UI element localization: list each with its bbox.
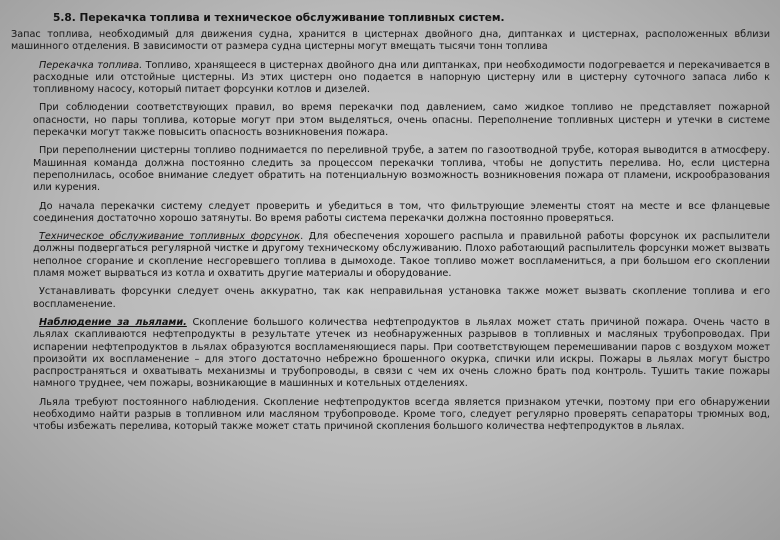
paragraph-burner-maintenance [33, 231, 770, 280]
paragraph-lead: Наблюдение за льялами. [39, 316, 187, 328]
paragraph-text: . Для обеспечения хорошего распыла и правильной работы форсунок их распылители должны подвергаться регулярной чистке и другому техническому обслуживанию. Плохо работающий распылитель форсунки может вызвать неполное сгорание и скопление несгоревшего топлива в дымоходе. Такое топливо может воспламениться, а при большом его скоплении пламя может вырваться из котла и охватить другие материалы и оборудование. [33, 231, 770, 280]
section-title: 5.8. Перекачка топлива и техническое обслуживание топливных систем. [53, 12, 505, 24]
paragraph-text: При переполнении цистерны топливо поднимается по переливной трубе, а затем по газоотводной трубе, которая выводится в атмосферу. Машинная команда должна постоянно следить за процессом перекачки топлива, чтобы не допустить перелива. Но, если цистерна переполнилась, особое внимание следует обратить на потенциальную возможность возникновения пожара от пламени, искрообразования или курения. [33, 145, 770, 194]
paragraph-system-check [33, 201, 770, 226]
paragraph-text: Запас топлива, необходимый для движения судна, хранится в цистернах двойного дна, диптанках и цистернах, расположенных вблизи машинного отделения. В зависимости от размера судна цистерны могут вмещать тысячи тонн топлива [11, 29, 770, 53]
paragraph-fuel-storage [11, 29, 770, 54]
paragraph-lead: Перекачка топлива. [39, 59, 143, 71]
paragraph-tank-overflow [33, 145, 770, 194]
paragraph-text: До начала перекачки систему следует проверить и убедиться в том, что фильтрующие элементы стоят на месте и все фланцевые соединения достаточно хорошо затянуты. Во время работы система перекачки должна постоянно проверяться. [33, 200, 770, 224]
paragraph-fuel-transfer [33, 60, 770, 97]
paragraph-text: Льяла требуют постоянного наблюдения. Скопление нефтепродуктов всегда является признаком утечки, поэтому при его обнаружении необходимо найти разрыв в топливном или масляном трубопроводе. Кроме того, следует регулярно проверять сепараторы трюмных вод, чтобы избежать перелива, который также может стать причиной скопления большого количества нефтепродуктов в льялах. [33, 396, 770, 433]
paragraph-text: Скопление большого количества нефтепродуктов в льялах может стать причиной пожара. Очень часто в льялах скапливаются нефтепродукты в результате утечек из необнаруженных разрывов в топливных и масляных трубопроводах. При испарении нефтепродуктов в льялах образуются воспламеняющиеся пары. При соответствующем перемешивании паров с воздухом может произойти их воспламенение – для этого достаточно небрежно брошенного окурка, спички или искры. Пожары в льялах могут быстро распространяться и охватывать механизмы и трубопроводы, в связи с чем их очень сложно брать под контроль. Тушить такие пожары намного труднее, чем пожары, возникающие в машинных и котельных отделениях. [33, 316, 770, 390]
paragraph-bilge-monitoring [33, 397, 770, 434]
paragraph-lead: Техническое обслуживание топливных форсунок [39, 231, 301, 243]
paragraph-bilge-watch [33, 317, 770, 391]
paragraph-text: При соблюдении соответствующих правил, во время перекачки под давлением, само жидкое топливо не представляет пожарной опасности, но пары топлива, которые могут при этом выделяться, очень опасны. Переполнение топливных цистерн и утечки в системе перекачки могут также повысить опасность возникновения пожара. [33, 102, 770, 139]
paragraph-text: Топливо, хранящееся в цистернах двойного дна или диптанках, при необходимости подогревается и перекачивается в расходные или отстойные цистерны. Из этих цистерн оно подается в напорную цистерну или в цистерну суточного запаса либо к топливному насосу, который питает форсунки котлов и дизелей. [33, 59, 770, 96]
paragraph-pressure-rules [33, 102, 770, 139]
paragraph-burner-install [33, 286, 770, 311]
paragraph-text: Устанавливать форсунки следует очень аккуратно, так как неправильная установка также может вызвать скопление топлива и его воспламенение. [33, 286, 770, 310]
